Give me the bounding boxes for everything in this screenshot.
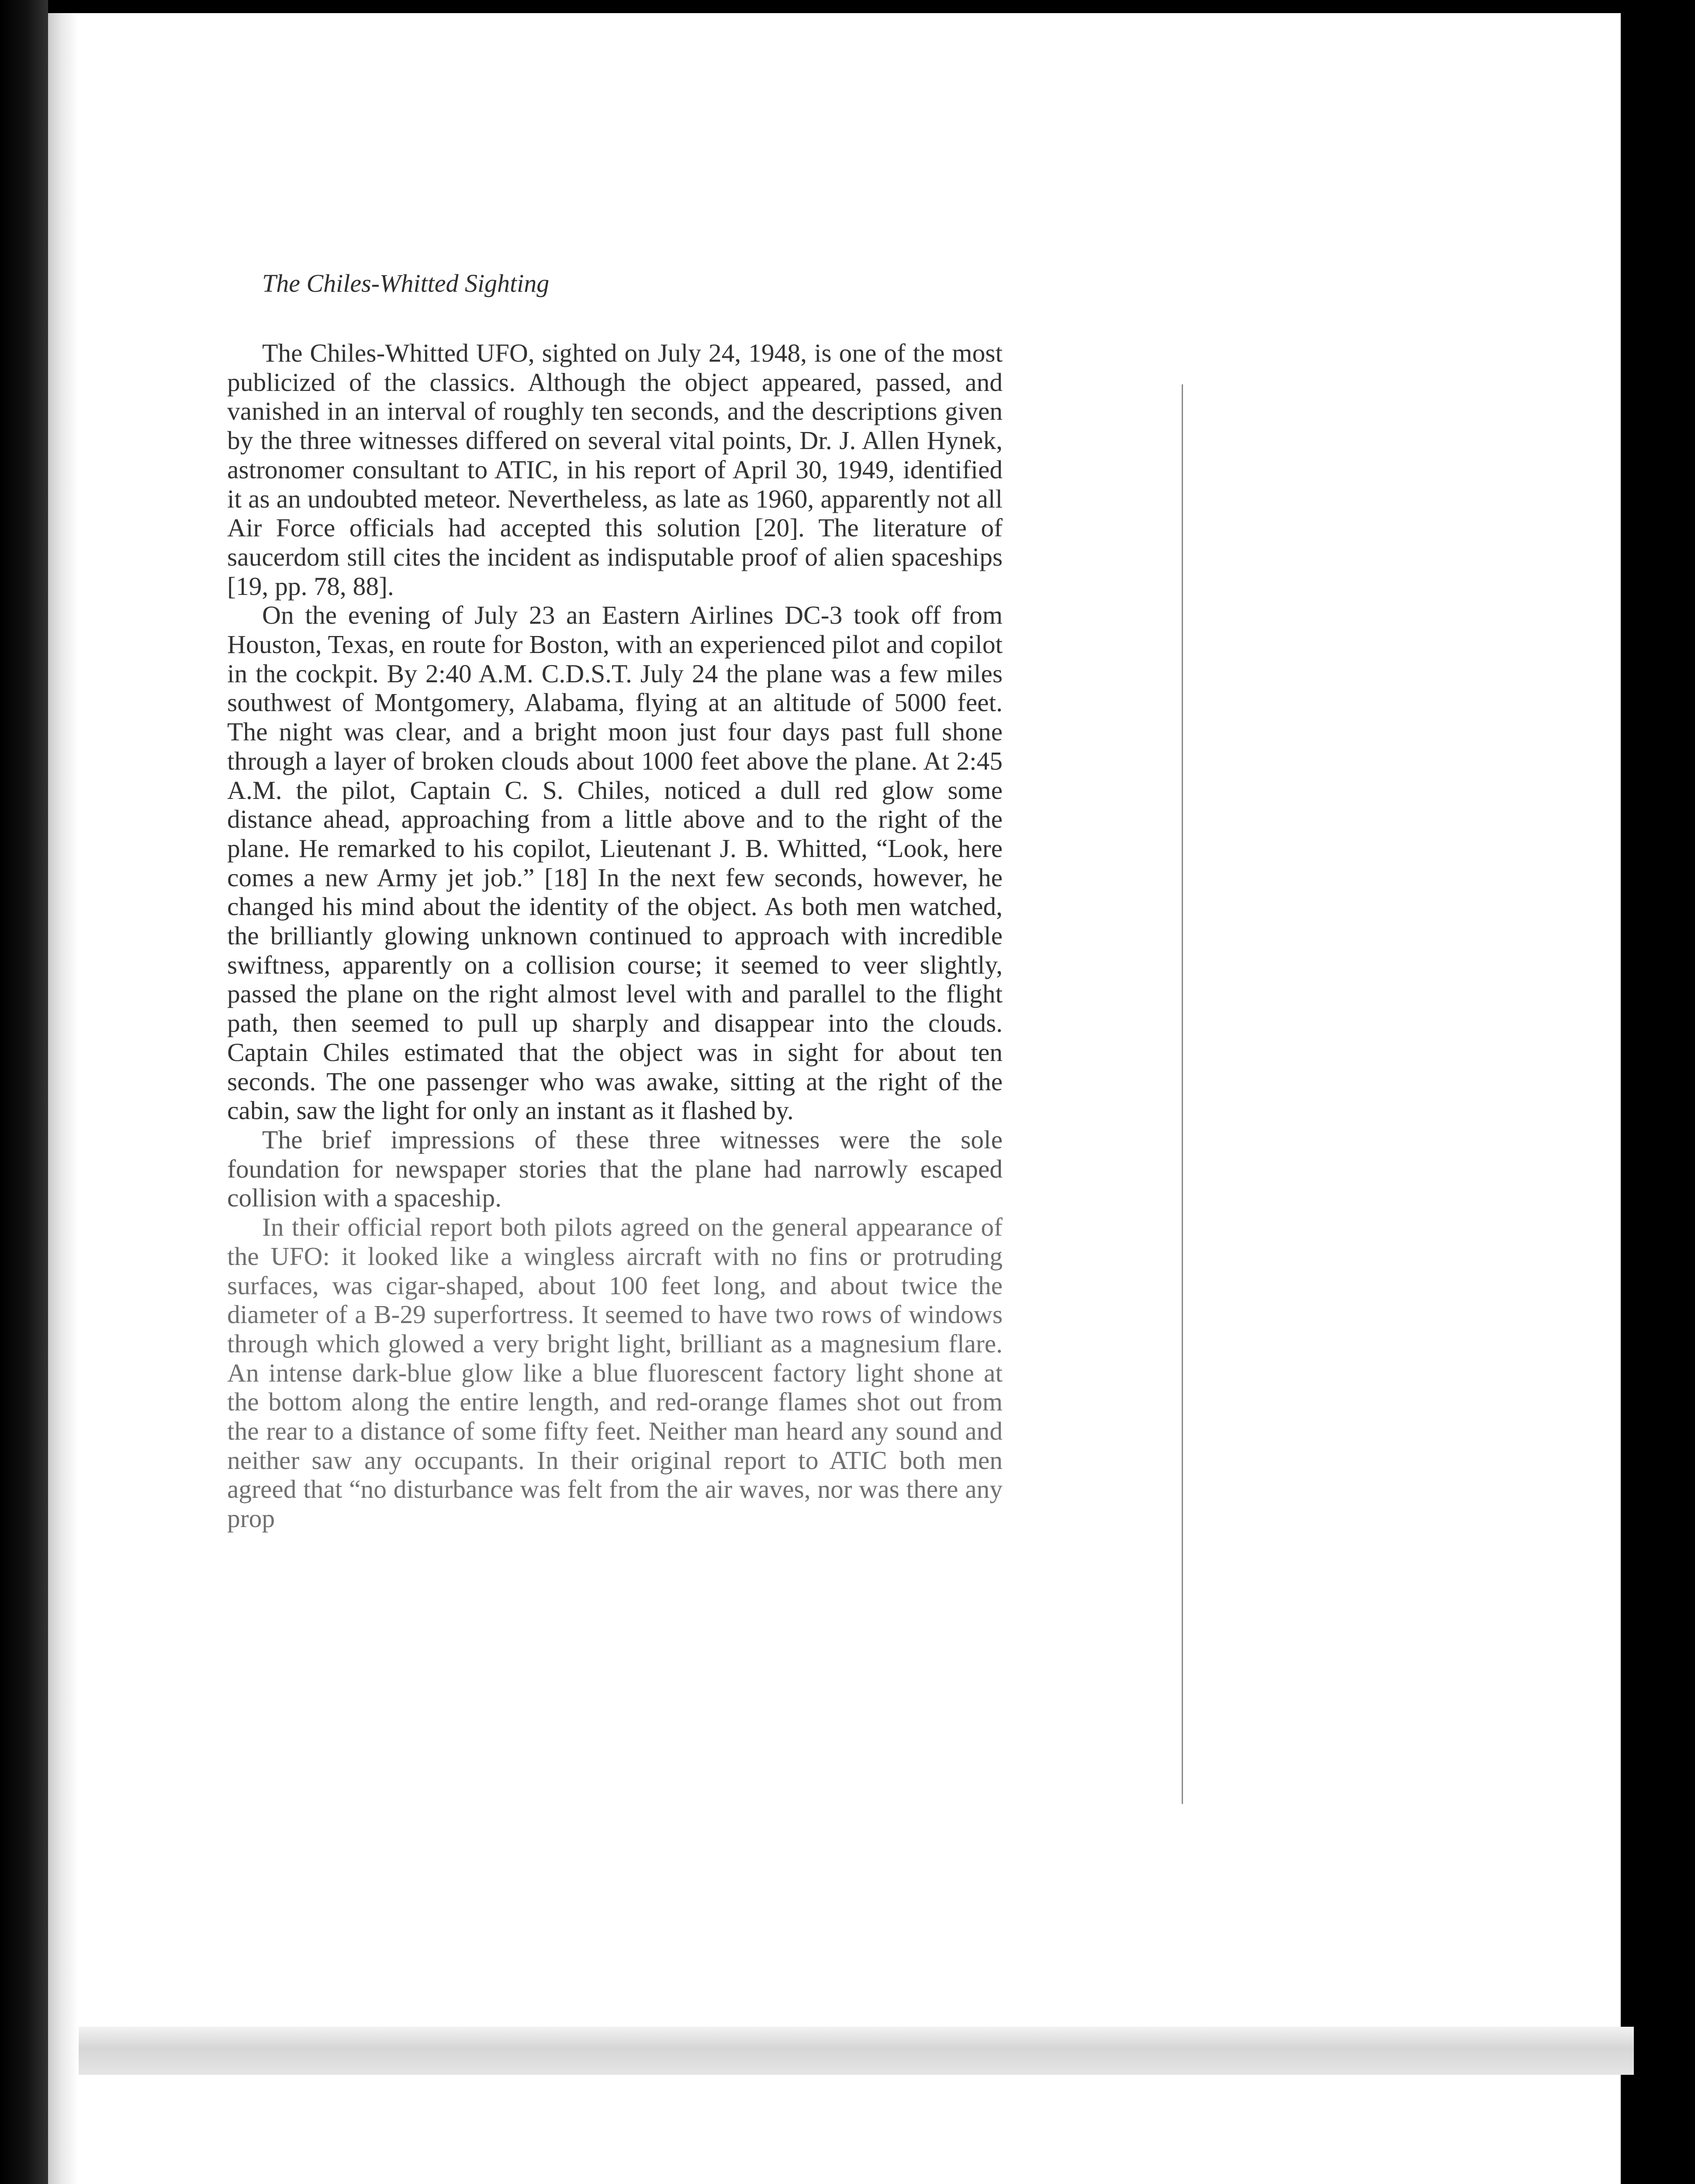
page-edge-shadow	[48, 13, 79, 2184]
paragraph: In their official report both pilots agreed on the general appearance of the UFO: it looked like a wingless aircraft with no fins or protruding surfaces, was cigar-shaped, about 100 feet long, and about twice the diameter of a B-29 superfortress. It seemed to have two rows of windows through which glowed a very bright light, brilliant as a magnesium flare. An intense dark-blue glow like a blue fluorescent factory light shone at the bottom along the entire length, and red-orange flames shot out from the rear to a distance of some fifty feet. Neither man heard any sound and neither saw any occupants. In their original report to ATIC both men agreed that “no disturbance was felt from the air waves, nor was there any prop	[227, 1213, 1003, 1533]
scan-left-border	[0, 0, 48, 2184]
paragraph: On the evening of July 23 an Eastern Airlines DC-3 took off from Houston, Texas, en route for Boston, with an experienced pilot and copilot in the cockpit. By 2:40 A.M. C.D.S.T. July 24 the plane was a few miles southwest of Montgomery, Alabama, flying at an altitude of 5000 feet. The night was clear, and a bright moon just four days past full shone through a layer of broken clouds about 1000 feet above the plane. At 2:45 A.M. the pilot, Captain C. S. Chiles, noticed a dull red glow some distance ahead, approaching from a little above and to the right of the plane. He remarked to his copilot, Lieutenant J. B. Whitted, “Look, here comes a new Army jet job.” [18] In the next few seconds, however, he changed his mind about the identity of the object. As both men watched, the brilliantly glowing unknown continued to approach with incredible swiftness, apparently on a collision course; it seemed to veer slightly, passed the plane on the right almost level with and parallel to the flight path, then seemed to pull up sharply and disappear into the clouds. Captain Chiles estimated that the object was in sight for about ten seconds. The one passenger who was awake, sitting at the right of the cabin, saw the light for only an instant as it flashed by.	[227, 601, 1003, 1125]
right-margin-rule	[1182, 384, 1183, 1804]
body-text	[227, 339, 1003, 1533]
section-heading: The Chiles-Whitted Sighting	[262, 269, 550, 297]
paragraph: The Chiles-Whitted UFO, sighted on July 24, 1948, is one of the most publicized of the classics. Although the object appeared, passed, and vanished in an interval of roughly ten seconds, and the descriptions given by the three witnesses differed on several vital points, Dr. J. Allen Hynek, astronomer consultant to ATIC, in his report of April 30, 1949, identified it as an undoubted meteor. Nevertheless, as late as 1960, apparently not all Air Force officials had accepted this solution [20]. The literature of saucerdom still cites the incident as indisputable proof of alien spaceships [19, pp. 78, 88].	[227, 339, 1003, 601]
scan-bottom-band	[79, 2027, 1634, 2075]
paragraph: The brief impressions of these three witnesses were the sole foundation for newspaper stories that the plane had narrowly escaped collision with a spaceship.	[227, 1125, 1003, 1213]
